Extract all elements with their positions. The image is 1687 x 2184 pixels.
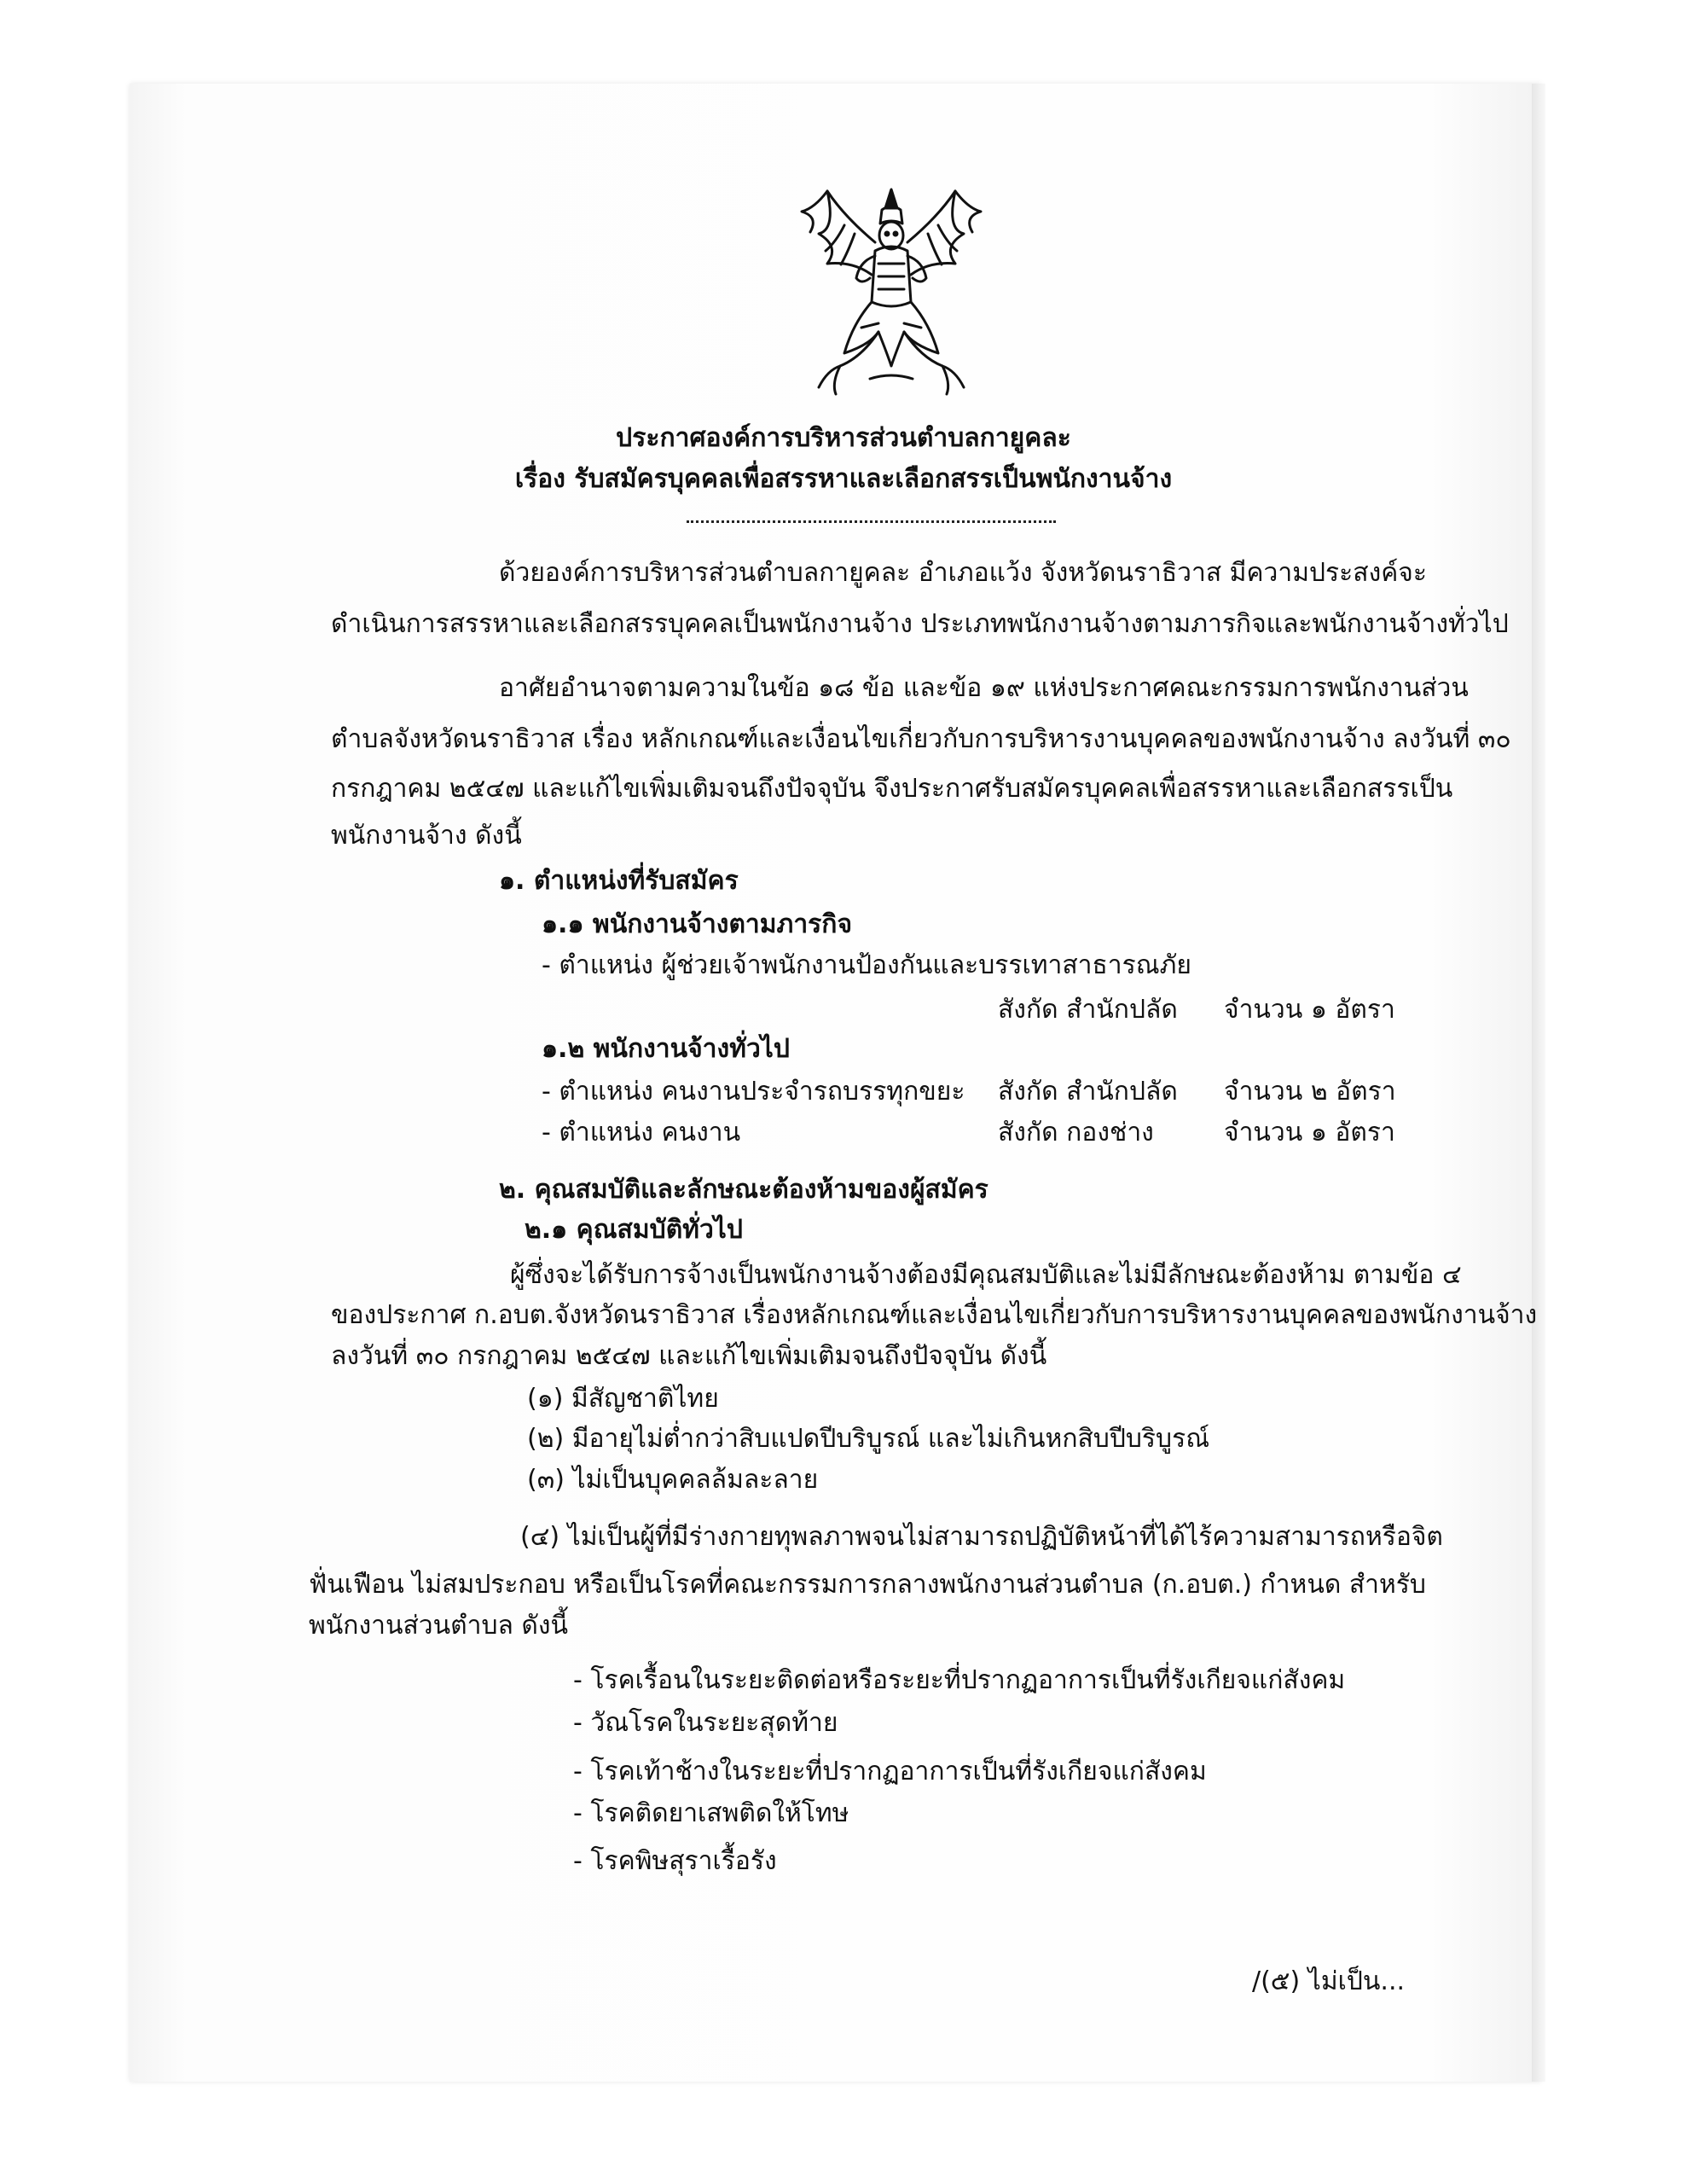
disease-item: - โรคเท้าช้างในระยะที่ปรากฏอาการเป็นที่รังเกียจแก่สังคม xyxy=(573,1757,1207,1786)
section-1-heading: ๑. ตำแหน่งที่รับสมัคร xyxy=(499,866,739,896)
garuda-emblem-icon xyxy=(793,183,989,396)
qualification-item-4-line-3: พนักงานส่วนตำบล ดังนี้ xyxy=(309,1611,569,1641)
disease-item: - โรคพิษสุราเรื้อรัง xyxy=(573,1846,777,1876)
intro-line-1: ด้วยองค์การบริหารส่วนตำบลกายูคละ อำเภอแว้ง จังหวัดนราธิวาส มีความประสงค์จะ xyxy=(499,558,1427,588)
qualification-item: (๑) มีสัญชาติไทย xyxy=(527,1384,719,1414)
position-item: - ตำแหน่ง คนงานประจำรถบรรทุกขยะ xyxy=(542,1077,965,1107)
qualification-para-line-3: ลงวันที่ ๓๐ กรกฎาคม ๒๕๔๗ และแก้ไขเพิ่มเติมจนถึงปัจจุบัน ดังนี้ xyxy=(331,1341,1047,1371)
section-1-2-heading: ๑.๒ พนักงานจ้างทั่วไป xyxy=(542,1034,790,1064)
qualification-item-4-line-1: (๔) ไม่เป็นผู้ที่มีร่างกายทุพลภาพจนไม่สามารถปฏิบัติหน้าที่ได้ไร้ความสามารถหรือจิต xyxy=(520,1522,1443,1552)
qualification-item: (๒) มีอายุไม่ต่ำกว่าสิบแปดปีบริบูรณ์ และไม่เกินหกสิบปีบริบูรณ์ xyxy=(527,1424,1210,1454)
position-department: สังกัด สำนักปลัด xyxy=(998,995,1178,1025)
authority-line-2: ตำบลจังหวัดนราธิวาส เรื่อง หลักเกณฑ์และเงื่อนไขเกี่ยวกับการบริหารงานบุคคลของพนักงานจ้าง ลงวันที่ ๓๐ xyxy=(331,724,1511,754)
page-edge xyxy=(1532,84,1545,2082)
disease-item: - วัณโรคในระยะสุดท้าย xyxy=(573,1708,838,1738)
continuation-note: /(๕) ไม่เป็น... xyxy=(1252,1966,1406,1996)
qualification-para-line-2: ของประกาศ ก.อบต.จังหวัดนราธิวาส เรื่องหลักเกณฑ์และเงื่อนไขเกี่ยวกับการบริหารงานบุคคลของพนักงานจ้าง xyxy=(331,1300,1538,1330)
document-subject: เรื่อง รับสมัครบุคคลเพื่อสรรหาและเลือกสรรเป็นพนักงานจ้าง xyxy=(514,464,1173,494)
position-department: สังกัด กองช่าง xyxy=(998,1118,1154,1147)
document-title: ประกาศองค์การบริหารส่วนตำบลกายูคละ xyxy=(616,423,1071,453)
position-department: สังกัด สำนักปลัด xyxy=(998,1077,1178,1107)
authority-line-1: อาศัยอำนาจตามความในข้อ ๑๘ ข้อ และข้อ ๑๙ แห่งประกาศคณะกรรมการพนักงานส่วน xyxy=(499,673,1469,703)
qualification-item: (๓) ไม่เป็นบุคคลล้มละลาย xyxy=(527,1465,819,1495)
position-item: - ตำแหน่ง คนงาน xyxy=(542,1118,741,1147)
disease-item: - โรคเรื้อนในระยะติดต่อหรือระยะที่ปรากฏอาการเป็นที่รังเกียจแก่สังคม xyxy=(573,1665,1346,1695)
disease-item: - โรคติดยาเสพติดให้โทษ xyxy=(573,1798,849,1828)
authority-line-3: กรกฎาคม ๒๕๔๗ และแก้ไขเพิ่มเติมจนถึงปัจจุบัน จึงประกาศรับสมัครบุคคลเพื่อสรรหาและเลือกสรรเป็น xyxy=(331,774,1453,804)
authority-line-4: พนักงานจ้าง ดังนี้ xyxy=(331,821,522,851)
section-2-1-heading: ๒.๑ คุณสมบัติทั่วไป xyxy=(525,1215,743,1245)
position-item: - ตำแหน่ง ผู้ช่วยเจ้าพนักงานป้องกันและบรรเทาสาธารณภัย xyxy=(542,950,1191,980)
title-separator xyxy=(687,520,1056,523)
qualification-para-line-1: ผู้ซึ่งจะได้รับการจ้างเป็นพนักงานจ้างต้องมีคุณสมบัติและไม่มีลักษณะต้องห้าม ตามข้อ ๔ xyxy=(510,1260,1462,1290)
position-count: จำนวน ๑ อัตรา xyxy=(1224,995,1395,1025)
qualification-item-4-line-2: ฟั่นเฟือน ไม่สมประกอบ หรือเป็นโรคที่คณะกรรมการกลางพนักงานส่วนตำบล (ก.อบต.) กำหนด สำหรับ xyxy=(309,1570,1426,1600)
intro-line-2: ดำเนินการสรรหาและเลือกสรรบุคคลเป็นพนักงานจ้าง ประเภทพนักงานจ้างตามภารกิจและพนักงานจ้างทั่วไป xyxy=(331,609,1509,639)
section-2-heading: ๒. คุณสมบัติและลักษณะต้องห้ามของผู้สมัคร xyxy=(499,1175,988,1205)
position-count: จำนวน ๒ อัตรา xyxy=(1224,1077,1396,1107)
position-count: จำนวน ๑ อัตรา xyxy=(1224,1118,1395,1147)
section-1-1-heading: ๑.๑ พนักงานจ้างตามภารกิจ xyxy=(542,909,853,939)
